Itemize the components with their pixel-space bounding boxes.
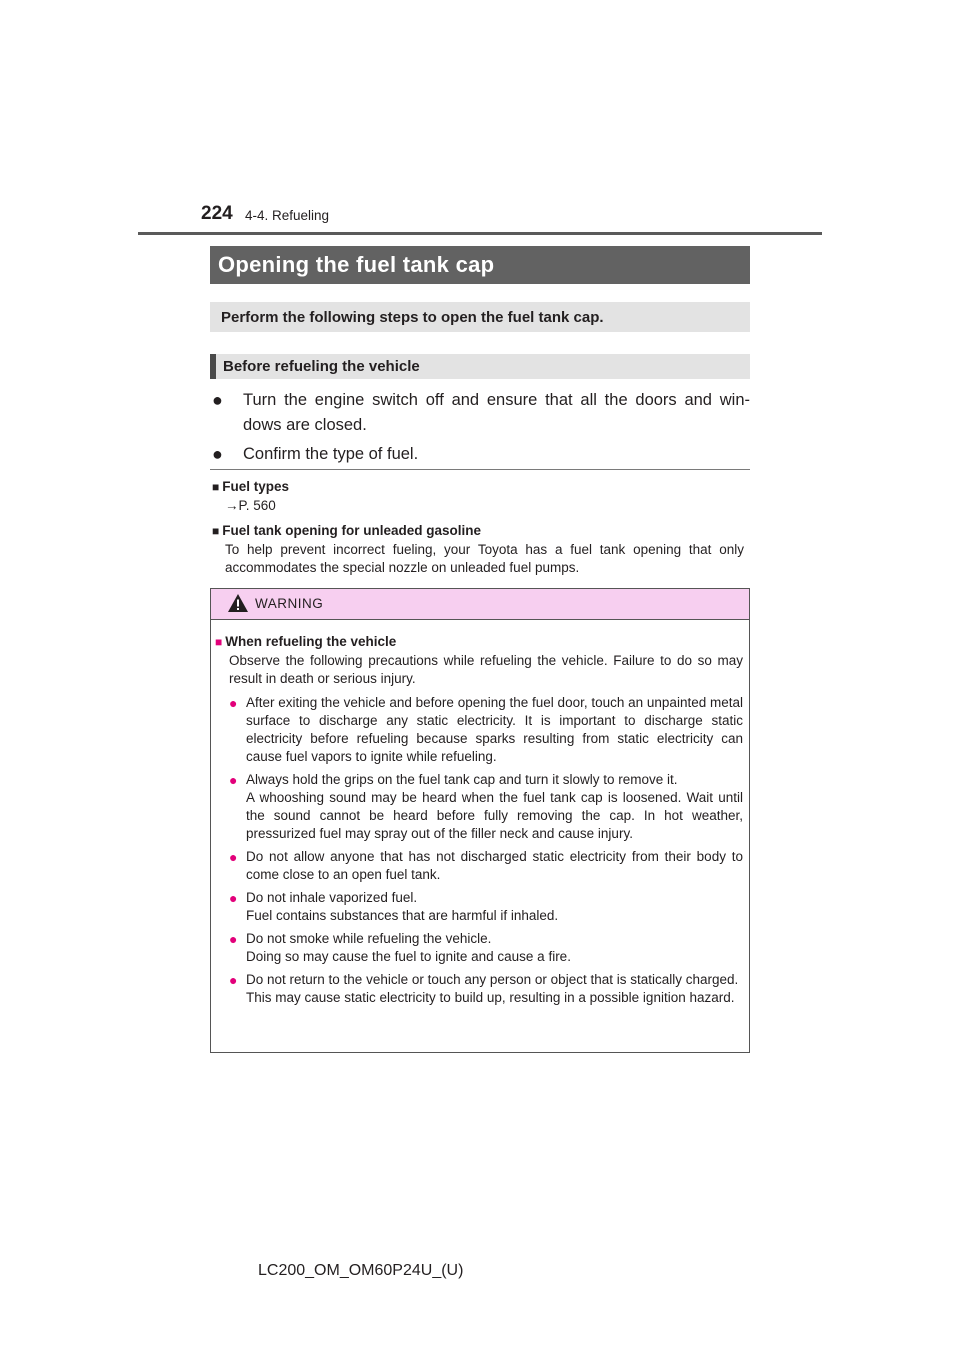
intro-box [210, 302, 750, 332]
warning-box [210, 588, 750, 1053]
warning-item-text: Do not inhale vaporized fuel. [246, 890, 418, 905]
warning-item-text: Do not return to the vehicle or touch any person or object that is statically charged. [246, 972, 739, 987]
warning-item-text: Do not allow anyone that has not discharged static electricity from their body to come close to an open fuel tank. [246, 849, 743, 882]
square-bullet-icon: ■ [212, 524, 220, 538]
bullet-icon: ● [229, 890, 238, 906]
step-text: Confirm the type of fuel. [243, 445, 419, 463]
warning-item-text: Do not smoke while refueling the vehicle. [246, 931, 492, 946]
note-title: ■ Fuel types [212, 479, 290, 494]
warning-item [229, 971, 743, 1007]
note-fuel-opening [212, 521, 744, 577]
note-fuel-types [212, 477, 744, 515]
square-bullet-icon: ■ [212, 480, 220, 494]
bullet-icon: ● [229, 931, 238, 947]
warning-item-text: Always hold the grips on the fuel tank cap and turn it slowly to remove it. [246, 772, 678, 787]
note-title: ■ Fuel tank opening for unleaded gasoline [212, 523, 482, 538]
bullet-icon: ● [229, 772, 238, 788]
bullet-icon: ● [212, 444, 223, 464]
warning-item-text: A whooshing sound may be heard when the fuel tank cap is loosened. Wait until the sound cannot be heard before fully removing the cap. In hot weather, pressurized fuel may spray out of the filler neck and cause injury. [246, 790, 743, 841]
bullet-icon: ● [229, 695, 238, 711]
warning-item-text: Fuel contains substances that are harmful if inhaled. [246, 908, 559, 923]
warning-list [215, 694, 743, 1007]
page-title: Opening the fuel tank cap [210, 246, 750, 284]
subheading-text: Before refueling the vehicle [223, 358, 420, 375]
subheading [210, 354, 750, 379]
notes-rule [210, 469, 750, 470]
step-list [212, 388, 750, 471]
warning-content [211, 620, 749, 1007]
warning-item-text: After exiting the vehicle and before opening the fuel door, touch an unpainted metal surface to discharge any static electricity. It is important to discharge static electricity before refueling because sparks resulting from static electricity can cause fuel vapors to ignite while refueling. [246, 695, 743, 764]
warning-triangle-icon [227, 593, 249, 613]
warning-item-text: This may cause static electricity to build up, resulting in a possible ignition hazard. [246, 990, 735, 1005]
warning-intro: Observe the following precautions while refueling the vehicle. Failure to do so may result in death or serious injury. [229, 653, 743, 686]
bullet-icon: ● [229, 972, 238, 988]
square-bullet-icon: ■ [215, 635, 223, 649]
warning-item [229, 848, 743, 884]
note-body: To help prevent incorrect fueling, your Toyota has a fuel tank opening that only accommodates the special nozzle on unleaded fuel pumps. [225, 542, 744, 575]
subheading-marker [210, 354, 216, 379]
step-item [212, 388, 750, 438]
warning-header [211, 589, 749, 620]
bullet-icon: ● [212, 390, 223, 410]
warning-item [229, 930, 743, 966]
bullet-icon: ● [229, 849, 238, 865]
step-item [212, 442, 750, 467]
header-rule [138, 232, 822, 235]
note-body: →P. 560 [225, 498, 276, 513]
warning-item-text: Doing so may cause the fuel to ignite and cause a fire. [246, 949, 571, 964]
page-number: 224 [201, 203, 233, 224]
warning-label: WARNING [255, 596, 324, 611]
footer-code: LC200_OM_OM60P24U_(U) [258, 1262, 464, 1279]
warning-title: ■ When refueling the vehicle [215, 634, 397, 649]
step-text: Turn the engine switch off and ensure that all the doors and win-dows are closed. [243, 391, 750, 434]
warning-item [229, 771, 743, 843]
warning-item [229, 889, 743, 925]
warning-item [229, 694, 743, 766]
intro-text: Perform the following steps to open the fuel tank cap. [221, 308, 604, 326]
section-reference: 4-4. Refueling [245, 208, 330, 223]
